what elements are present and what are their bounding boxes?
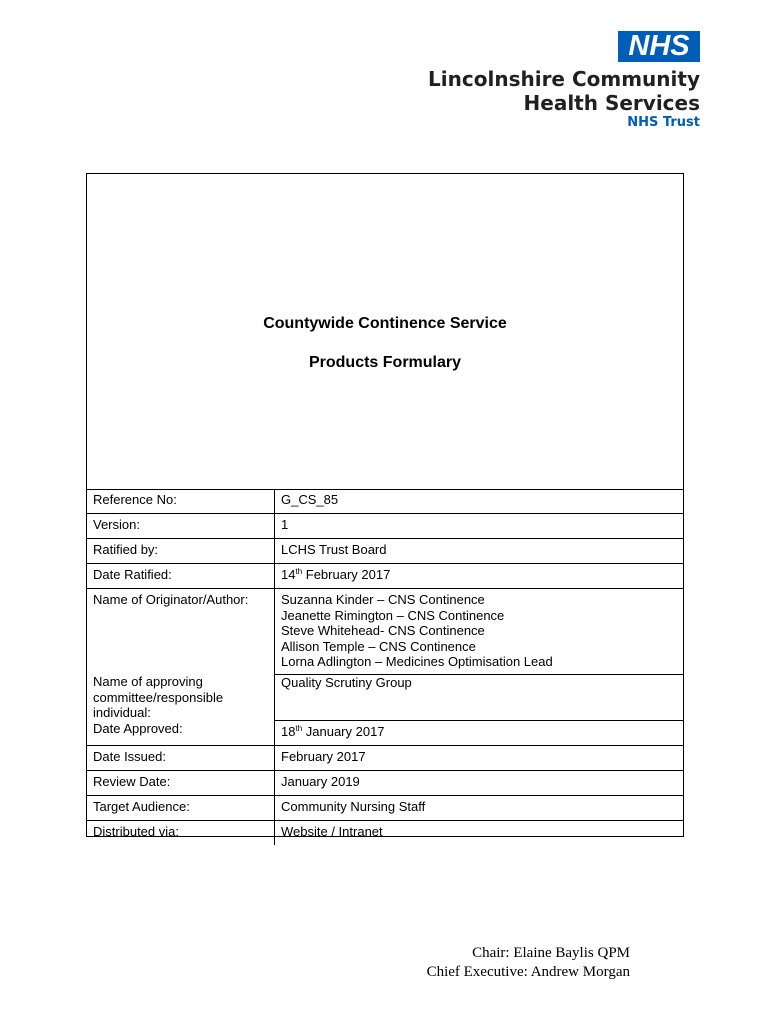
table-row [87, 489, 683, 514]
review-date-value: January 2019 [275, 771, 684, 796]
author-line: Allison Temple – CNS Continence [281, 638, 476, 654]
table-row [87, 796, 683, 821]
ratified-by-value: LCHS Trust Board [275, 539, 684, 564]
table-row [87, 674, 683, 721]
author-line: Jeanette Rimington – CNS Continence [281, 607, 505, 623]
table-row [87, 746, 683, 771]
approving-label: Name of approving committee/responsible individual: [87, 674, 275, 721]
org-name-line-2: Health Services [523, 91, 700, 115]
table-row [87, 564, 683, 589]
originator-authors [275, 589, 684, 675]
document-metadata-table [87, 489, 683, 845]
approving-value: Quality Scrutiny Group [275, 674, 684, 721]
nhs-logo: NHS [618, 31, 700, 62]
table-row [87, 771, 683, 796]
target-audience-label: Target Audience: [87, 796, 275, 821]
author-line: Steve Whitehead- CNS Continence [281, 623, 485, 638]
review-date-label: Review Date: [87, 771, 275, 796]
table-row [87, 589, 683, 675]
date-ratified-suffix: th [295, 567, 303, 576]
table-row [87, 721, 683, 746]
chief-executive-line: Chief Executive: Andrew Morgan [426, 964, 630, 980]
table-row [87, 514, 683, 539]
version-label: Version: [87, 514, 275, 539]
document-title: Countywide Continence Service [263, 315, 507, 332]
date-issued-label: Date Issued: [87, 746, 275, 771]
distributed-via-label: Distributed via: [87, 821, 275, 846]
document-cover-box [86, 173, 684, 837]
date-issued-value: February 2017 [275, 746, 684, 771]
date-approved-suffix: th [295, 724, 303, 733]
signatories-footer [427, 944, 630, 982]
org-name-line-1: Lincolnshire Community [428, 67, 700, 91]
author-line: Suzanna Kinder – CNS Continence [281, 592, 485, 607]
originator-label: Name of Originator/Author: [87, 589, 275, 675]
date-ratified-label: Date Ratified: [87, 564, 275, 589]
distributed-via-value: Website / Intranet [275, 821, 684, 846]
version-value: 1 [275, 514, 684, 539]
date-ratified-day: 14 [281, 567, 296, 582]
target-audience-value: Community Nursing Staff [275, 796, 684, 821]
date-approved-day: 18 [281, 724, 296, 739]
date-ratified-rest: February 2017 [302, 567, 391, 582]
date-approved-rest: January 2017 [302, 724, 385, 739]
author-line: Lorna Adlington – Medicines Optimisation Lead [281, 654, 553, 669]
ratified-by-label: Ratified by: [87, 539, 275, 564]
date-approved-label: Date Approved: [87, 721, 275, 746]
document-subtitle: Products Formulary [308, 354, 462, 371]
date-ratified-value [275, 564, 684, 589]
date-approved-value [275, 721, 684, 746]
title-area [87, 174, 683, 490]
table-row [87, 821, 683, 846]
reference-value: G_CS_85 [281, 492, 339, 507]
reference-label: Reference No: [87, 489, 275, 514]
table-row [87, 539, 683, 564]
org-trust-label: NHS Trust [627, 115, 700, 130]
chair-line: Chair: Elaine Baylis QPM [472, 945, 630, 961]
